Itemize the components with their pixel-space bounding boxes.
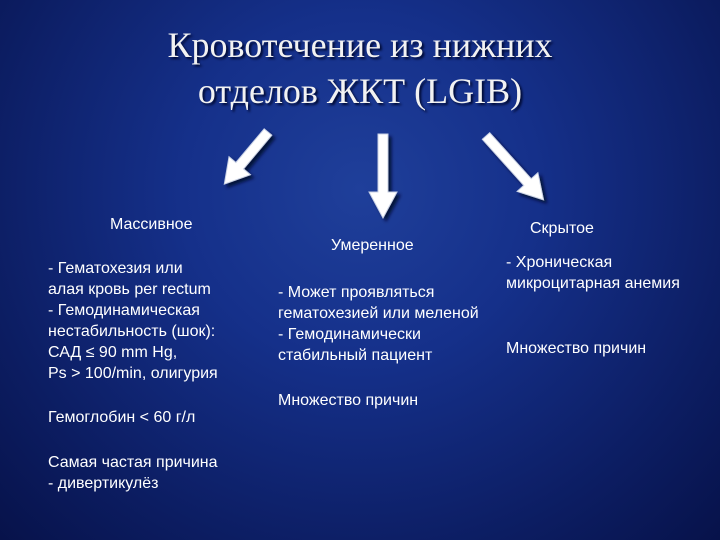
moderate-details bbox=[278, 282, 479, 366]
moderate-line-2: гематохезией или меленой bbox=[278, 305, 479, 322]
moderate-causes: Множество причин bbox=[278, 392, 419, 409]
moderate-line-4: стабильный пациент bbox=[278, 347, 433, 364]
hidden-causes: Множество причин bbox=[506, 340, 647, 357]
moderate-line-1: - Может проявляться bbox=[278, 284, 435, 301]
massive-hemoglobin: Гемоглобин < 60 г/л bbox=[48, 409, 196, 426]
hidden-details bbox=[506, 252, 680, 294]
left-arrow-icon bbox=[214, 123, 279, 193]
moderate-heading: Умеренное bbox=[331, 237, 414, 254]
massive-line-3: - Гемодинамическая bbox=[48, 302, 200, 319]
massive-line-1: - Гематохезия или bbox=[48, 260, 183, 277]
middle-arrow-icon bbox=[369, 134, 397, 218]
massive-heading: Массивное bbox=[110, 216, 193, 233]
massive-line-4: нестабильность (шок): bbox=[48, 323, 216, 340]
massive-cause bbox=[48, 452, 218, 494]
hidden-heading: Скрытое bbox=[530, 220, 594, 237]
massive-line-2: алая кровь per rectum bbox=[48, 281, 211, 298]
massive-cause-line-1: Самая частая причина bbox=[48, 454, 218, 471]
title-line-1: Кровотечение из нижних bbox=[167, 25, 553, 65]
massive-line-5: САД ≤ 90 mm Hg, bbox=[48, 344, 178, 361]
right-arrow-icon bbox=[476, 127, 554, 210]
massive-line-6: Ps > 100/min, олигурия bbox=[48, 365, 218, 382]
title-line-2: отделов ЖКТ (LGIB) bbox=[197, 71, 523, 111]
moderate-line-3: - Гемодинамически bbox=[278, 326, 421, 343]
hidden-line-2: микроцитарная анемия bbox=[506, 275, 680, 292]
massive-details bbox=[48, 258, 218, 384]
hidden-line-1: - Хроническая bbox=[506, 254, 613, 271]
massive-cause-line-2: - дивертикулёз bbox=[48, 475, 159, 492]
